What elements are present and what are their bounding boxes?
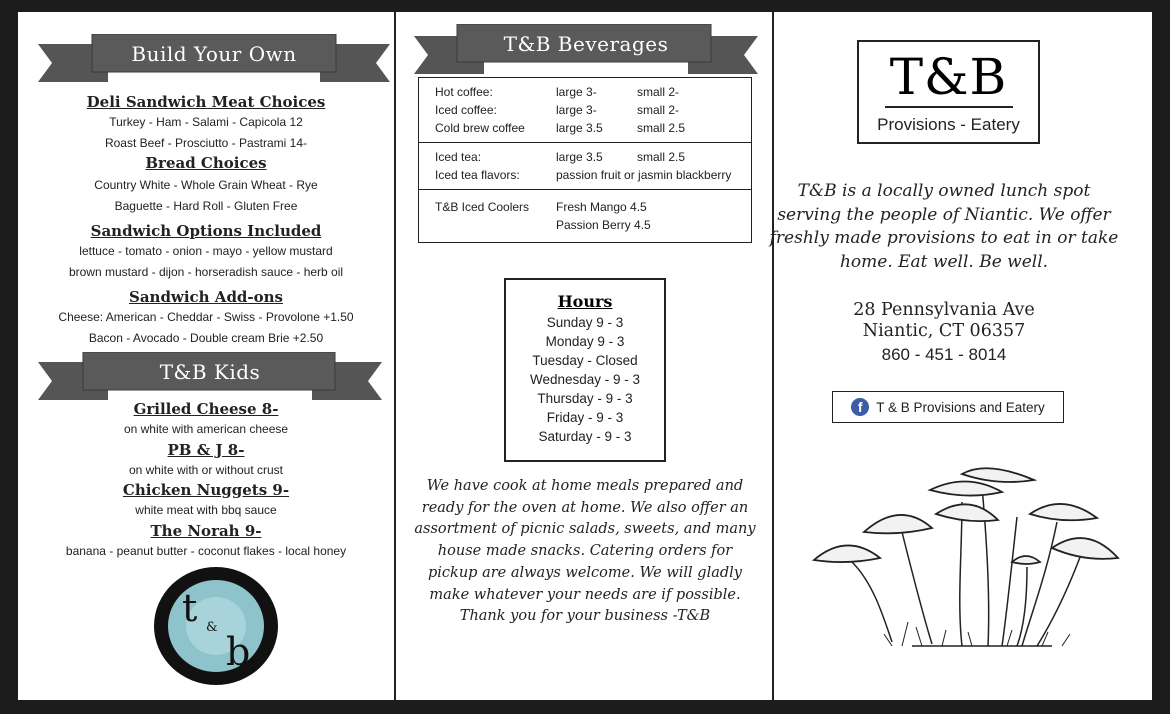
hours-line: Monday 9 - 3 xyxy=(545,334,625,349)
brand-description: T&B is a locally owned lunch spot serving the people of Niantic. We offer freshly made provisions to eat in or take home. Eat well. Be well. xyxy=(769,181,1119,272)
kids-item-desc: on white with or without crust xyxy=(128,462,284,477)
catering-note: We have cook at home meals prepared and ready for the oven at home. We also offer an assortment of picnic salads, sweets, and many house made snacks. Catering orders for pickup are always welcome. We will gladly make whatever your needs are if possible. Thank you for your business -T&B xyxy=(414,478,756,625)
options-line: lettuce - tomato - onion - mayo - yellow mustard xyxy=(79,244,333,258)
panel-build-your-own xyxy=(18,12,396,700)
badge-amp: & xyxy=(206,620,218,635)
tb-badge-logo xyxy=(152,565,280,687)
hours-line: Sunday 9 - 3 xyxy=(546,315,624,330)
build-your-own-title: Build Your Own xyxy=(131,42,297,66)
hours-line: Saturday - 9 - 3 xyxy=(538,429,632,444)
kids-item-name: PB & J 8- xyxy=(167,440,245,459)
kids-title: T&B Kids xyxy=(159,360,261,384)
beverages-banner xyxy=(414,24,758,76)
hours-line: Friday - 9 - 3 xyxy=(546,410,624,425)
facebook-link[interactable] xyxy=(832,391,1064,423)
beverage-row: Iced coffee: large 3- small 2- xyxy=(435,103,680,117)
hours-title: Hours xyxy=(557,292,613,311)
hours-box xyxy=(504,278,666,462)
badge-t: t xyxy=(182,586,198,630)
beverage-row: Iced tea flavors: passion fruit or jasmin blackberry xyxy=(435,168,732,182)
beverage-row: Passion Berry 4.5 xyxy=(556,218,651,232)
beverage-row: Cold brew coffee large 3.5 small 2.5 xyxy=(435,121,686,135)
bread-line: Country White - Whole Grain Wheat - Rye xyxy=(94,178,318,192)
kids-item-name: Chicken Nuggets 9- xyxy=(122,481,290,499)
beverages-title: T&B Beverages xyxy=(503,32,669,56)
addons-line: Bacon - Avocado - Double cream Brie +2.50 xyxy=(88,330,324,345)
hours-line: Thursday - 9 - 3 xyxy=(537,391,633,406)
kids-banner xyxy=(38,352,382,402)
facebook-label: T & B Provisions and Eatery xyxy=(876,399,1045,415)
options-line: brown mustard - dijon - horseradish sauce - herb oil xyxy=(68,264,344,279)
beverage-row: Iced tea: large 3.5 small 2.5 xyxy=(435,150,686,164)
meat-line: Turkey - Ham - Salami - Capicola 12 xyxy=(109,115,303,129)
tea-section xyxy=(419,143,751,190)
address-line-1: 28 Pennsylvania Ave xyxy=(853,300,1035,320)
facebook-icon: f xyxy=(851,398,869,416)
address-line-2: Niantic, CT 06357 xyxy=(862,321,1026,341)
kids-item-name: Grilled Cheese 8- xyxy=(133,400,279,418)
kids-item-desc: white meat with bbq sauce xyxy=(135,503,277,517)
build-your-own-banner xyxy=(38,34,390,84)
addons-title: Sandwich Add-ons xyxy=(128,288,283,306)
beverage-row: T&B Iced Coolers Fresh Mango 4.5 xyxy=(435,200,647,214)
kids-item-name: The Norah 9- xyxy=(150,521,262,540)
beverage-row: Hot coffee: large 3- small 2- xyxy=(435,85,680,99)
bread-line: Baguette - Hard Roll - Gluten Free xyxy=(114,198,298,213)
kids-item-desc: on white with american cheese xyxy=(123,422,289,436)
mushroom-illustration xyxy=(812,462,1122,652)
meat-choices-title: Deli Sandwich Meat Choices xyxy=(86,93,326,111)
addons-line: Cheese: American - Cheddar - Swiss - Provolone +1.50 xyxy=(58,310,354,324)
panel-beverages xyxy=(396,12,774,700)
beverage-table xyxy=(418,77,752,243)
brand-subtitle: Provisions - Eatery xyxy=(877,115,1020,134)
options-title: Sandwich Options Included xyxy=(90,222,322,240)
bread-choices-title: Bread Choices xyxy=(145,154,267,172)
meat-line: Roast Beef - Prosciutto - Pastrami 14- xyxy=(104,135,308,150)
brand-logo: T&B xyxy=(889,48,1008,106)
coffee-section xyxy=(419,78,751,143)
badge-b: b xyxy=(226,630,251,674)
coolers-section xyxy=(419,190,751,242)
logo-divider xyxy=(885,106,1013,108)
brand-logo-box xyxy=(857,40,1040,144)
hours-line: Tuesday - Closed xyxy=(532,353,638,368)
phone-number: 860 - 451 - 8014 xyxy=(881,345,1007,364)
kids-item-desc: banana - peanut butter - coconut flakes - local honey xyxy=(65,543,347,558)
hours-line: Wednesday - 9 - 3 xyxy=(529,372,641,387)
